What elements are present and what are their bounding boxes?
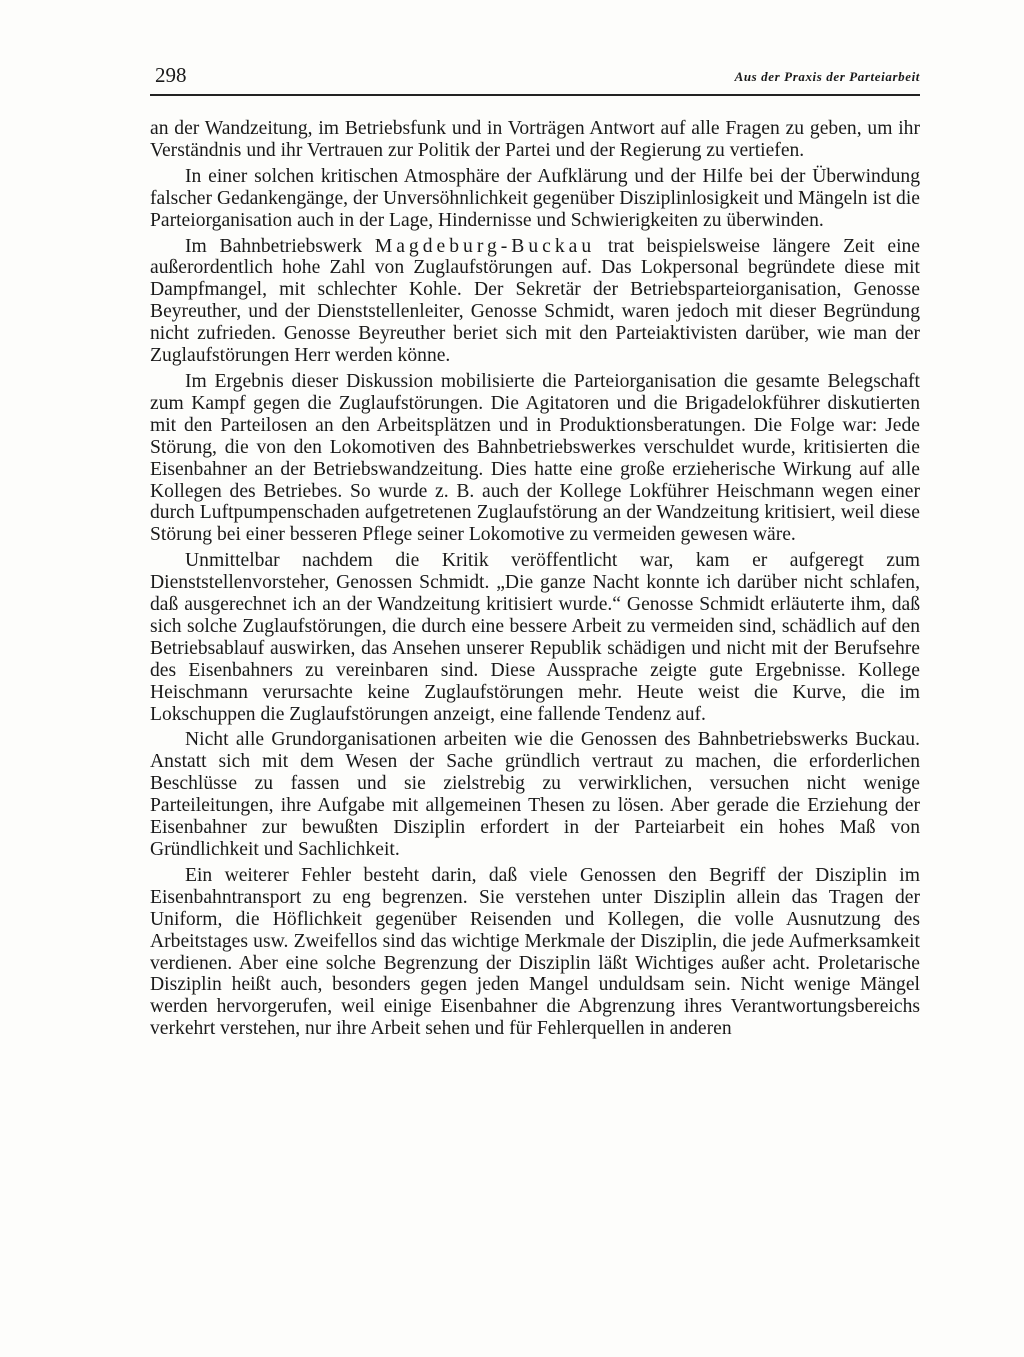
body-text xyxy=(150,118,920,1044)
paragraph-7: Ein weiterer Fehler besteht darin, daß viele Genossen den Begriff der Disziplin im Eisenbahntransport zu eng begrenzen. Sie verstehen unter Disziplin allein das Tragen der Uniform, die Höflichkeit gegenüber Reisenden und Kollegen, die volle Ausnutzung des Arbeitstages usw. Zweifellos sind das wichtige Merkmale der Disziplin, die jede Aufmerksamkeit verdienen. Aber eine solche Begrenzung der Disziplin läßt Wichtiges außer acht. Proletarische Disziplin heißt auch, besonders gegen jeden Mangel unduldsam sein. Nicht wenige Mängel werden hervorgerufen, weil einige Eisenbahner die Abgrenzung ihres Verantwortungsbereichs verkehrt verstehen, nur ihre Arbeit sehen und für Fehlerquellen in anderen xyxy=(150,864,920,1040)
place-name-magdeburg-buckau: Magdeburg-Buckau xyxy=(374,235,596,257)
paragraph-3 xyxy=(150,236,920,367)
paragraph-1: an der Wandzeitung, im Betriebsfunk und in Vorträgen Antwort auf alle Fragen zu geben, um ihr Verständnis und ihr Vertrauen zur Politik der Partei und der Regierung zu vertiefen. xyxy=(150,118,920,161)
running-title: Aus der Praxis der Parteiarbeit xyxy=(734,69,920,84)
paragraph-4: Im Ergebnis dieser Diskussion mobilisierte die Parteiorganisation die gesamte Belegschaft zum Kampf gegen die Zuglaufstörungen. Die Agitatoren und die Brigadelokführer diskutierten mit den Parteilosen an den Arbeitsplätzen und in Produktionsberatungen. Die Folge war: Jede Störung, die von den Lokomotiven des Bahnbetriebswerkes verschuldet wurde, kritisierten die Eisenbahner an der Betriebswandzeitung. Dies hatte eine große erzieherische Wirkung auf alle Kollegen des Betriebes. So wurde z. B. auch der Kollege Lokführer Heischmann wegen einer durch Luftpumpenschaden aufgetretenen Zuglaufstörung an der Wandzeitung kritisiert, weil diese Störung bei einer besseren Pflege seiner Lokomotive zu vermeiden gewesen wäre. xyxy=(150,370,920,546)
paragraph-2: In einer solchen kritischen Atmosphäre der Aufklärung und der Hilfe bei der Überwindung falscher Gedankengänge, der Unversöhnlichkeit gegenüber Disziplinlosigkeit und Mängeln ist die Parteiorganisation auch in der Lage, Hindernisse und Schwierigkeiten zu überwinden. xyxy=(150,165,920,231)
paragraph-6: Nicht alle Grundorganisationen arbeiten wie die Genossen des Bahnbetriebswerks Buckau. Anstatt sich mit dem Wesen der Sache gründlich vertraut zu machen, die erforderlichen Beschlüsse zu fassen und sie zielstrebig zu verwirklichen, versuchen nicht wenige Parteileitungen, ihre Aufgabe mit allgemeinen Thesen zu lösen. Aber gerade die Erziehung der Eisenbahner zur bewußten Disziplin erfordert in der Parteiarbeit ein hohes Maß von Gründlichkeit und Sachlichkeit. xyxy=(150,729,920,860)
page-number: 298 xyxy=(155,63,187,87)
page-header xyxy=(150,60,920,96)
paragraph-3-lead: Im Bahnbetriebswerk xyxy=(185,235,375,257)
paragraph-3-rest: trat beispielsweise längere Zeit eine außerordentlich hohe Zahl von Zuglaufstörungen auf. Das Lokpersonal begründete diese mit Dampfmangel, mit schlechter Kohle. Der Sekretär der Betriebsparteiorganisation, Genosse Beyreuther, und der Dienststellenleiter, Genosse Schmidt, waren jedoch mit dieser Begründung nicht zufrieden. Genosse Beyreuther beriet sich mit den Parteiaktivisten darüber, wie man der Zuglaufstörungen Herr werden könne. xyxy=(150,235,921,367)
paragraph-5: Unmittelbar nachdem die Kritik veröffentlicht war, kam er aufgeregt zum Dienststellenvorsteher, Genossen Schmidt. „Die ganze Nacht konnte ich darüber nicht schlafen, daß ausgerechnet ich an der Wandzeitung kritisiert wurde.“ Genosse Schmidt erläuterte ihm, daß sich solche Zuglaufstörungen, die durch eine bessere Arbeit zu vermeiden sind, schädlich auf den Betriebsablauf auswirken, das Ansehen unserer Republik schädigen und nicht mit der Berufsehre des Eisenbahners zu vereinbaren sind. Diese Aussprache zeigte gute Ergebnisse. Kollege Heischmann verursachte keine Zuglaufstörungen mehr. Heute weist die Kurve, die im Lokschuppen die Zuglaufstörungen anzeigt, eine fallende Tendenz auf. xyxy=(150,550,920,725)
